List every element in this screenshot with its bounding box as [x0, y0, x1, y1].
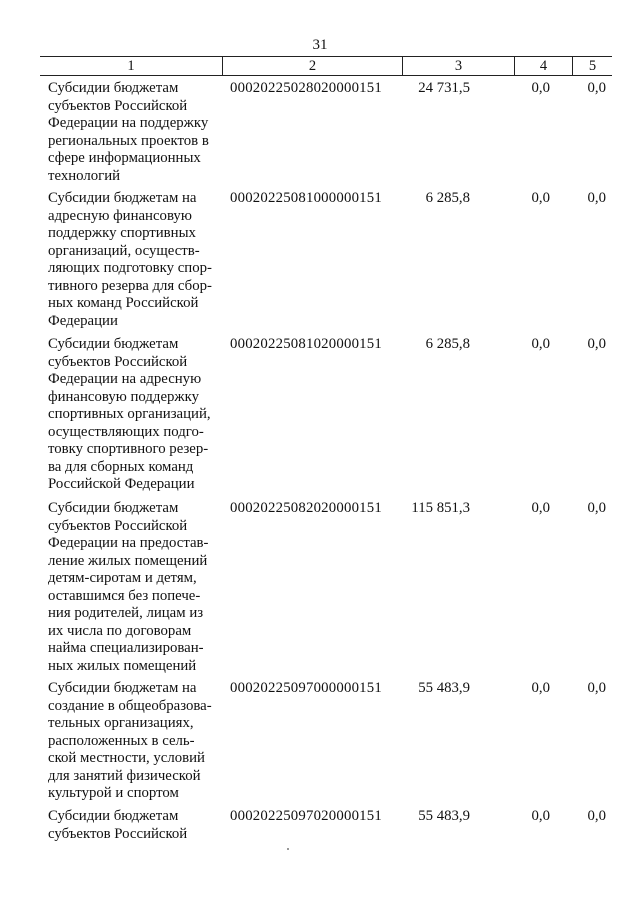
row-description: [48, 500, 226, 675]
column-header-1: 1: [127, 58, 135, 74]
description-line: тивного резерва для сбор-: [48, 277, 212, 294]
description-line: осуществляющих подго-: [48, 423, 204, 440]
description-line: Федерации: [48, 312, 118, 329]
description-line: культурой и спортом: [48, 785, 179, 801]
value-column-3: 55 483,9: [418, 680, 470, 696]
description-line: спортивных организаций,: [48, 406, 211, 422]
description-line: Субсидии бюджетам: [48, 336, 179, 352]
value-column-3: 24 731,5: [418, 80, 470, 96]
value-column-3: 115 851,3: [411, 500, 470, 516]
description-line: адресную финансовую: [48, 207, 192, 224]
description-line: Субсидии бюджетам: [48, 80, 179, 96]
description-line: ных жилых помещений: [48, 657, 197, 674]
description-line: ва для сборных команд: [48, 458, 194, 475]
description-line: Федерации на предостав-: [48, 535, 209, 551]
value-column-5: 0,0: [587, 500, 606, 516]
value-column-5: 0,0: [587, 190, 606, 206]
description-line: создание в общеобразова-: [48, 697, 212, 714]
description-line: организаций, осуществ-: [48, 242, 200, 259]
budget-code: 00020225028020000151: [230, 80, 382, 96]
row-description: [48, 80, 226, 185]
description-line: Субсидии бюджетам на: [48, 680, 197, 696]
value-column-5: 0,0: [587, 80, 606, 96]
column-header-3: 3: [402, 57, 514, 75]
description-line: технологий: [48, 167, 121, 184]
description-line: субъектов Российской: [48, 353, 188, 370]
description-line: детям-сиротам и детям,: [48, 570, 197, 586]
value-column-4: 0,0: [531, 808, 550, 824]
description-line: найма специализирован-: [48, 640, 204, 656]
description-line: тельных организациях,: [48, 715, 194, 731]
row-description: [48, 336, 226, 494]
row-description: [48, 680, 226, 803]
description-line: ление жилых помещений: [48, 552, 208, 569]
scan-speck: [287, 848, 289, 850]
column-header-2: 2: [222, 57, 402, 75]
description-line: Субсидии бюджетам: [48, 808, 179, 824]
value-column-3: 55 483,9: [418, 808, 470, 824]
value-column-4: 0,0: [531, 336, 550, 352]
value-column-3: 6 285,8: [425, 190, 470, 206]
value-column-5: 0,0: [587, 680, 606, 696]
description-line: финансовую поддержку: [48, 388, 200, 405]
row-description: [48, 808, 226, 843]
description-line: оставшимся без попече-: [48, 587, 201, 604]
value-column-5: 0,0: [587, 808, 606, 824]
description-line: Субсидии бюджетам: [48, 500, 179, 516]
budget-code: 00020225081020000151: [230, 336, 382, 352]
description-line: поддержку спортивных: [48, 225, 196, 241]
description-line: ных команд Российской: [48, 295, 199, 311]
value-column-4: 0,0: [531, 500, 550, 516]
description-line: субъектов Российской: [48, 825, 188, 842]
description-line: Субсидии бюджетам на: [48, 190, 197, 206]
description-line: субъектов Российской: [48, 517, 188, 534]
description-line: расположенных в сель-: [48, 732, 195, 749]
description-line: их числа по договорам: [48, 622, 192, 639]
description-line: Федерации на поддержку: [48, 115, 209, 131]
budget-code: 00020225082020000151: [230, 500, 382, 516]
description-line: сфере информационных: [48, 150, 201, 166]
description-line: субъектов Российской: [48, 97, 188, 114]
description-line: региональных проектов в: [48, 132, 209, 149]
description-line: Российской Федерации: [48, 476, 195, 492]
budget-code: 00020225097020000151: [230, 808, 382, 824]
description-line: для занятий физической: [48, 767, 201, 784]
value-column-4: 0,0: [531, 80, 550, 96]
value-column-3: 6 285,8: [425, 336, 470, 352]
description-line: ской местности, условий: [48, 750, 205, 766]
description-line: Федерации на адресную: [48, 371, 202, 387]
value-column-5: 0,0: [587, 336, 606, 352]
row-description: [48, 190, 226, 330]
description-line: товку спортивного резер-: [48, 441, 209, 457]
value-column-4: 0,0: [531, 190, 550, 206]
page-number: 31: [312, 37, 328, 53]
budget-code: 00020225097000000151: [230, 680, 382, 696]
budget-code: 00020225081000000151: [230, 190, 382, 206]
column-header-5: 5: [572, 57, 612, 75]
description-line: ляющих подготовку спор-: [48, 260, 212, 276]
value-column-4: 0,0: [531, 680, 550, 696]
column-header-4: 4: [514, 57, 572, 75]
description-line: ния родителей, лицам из: [48, 605, 204, 621]
